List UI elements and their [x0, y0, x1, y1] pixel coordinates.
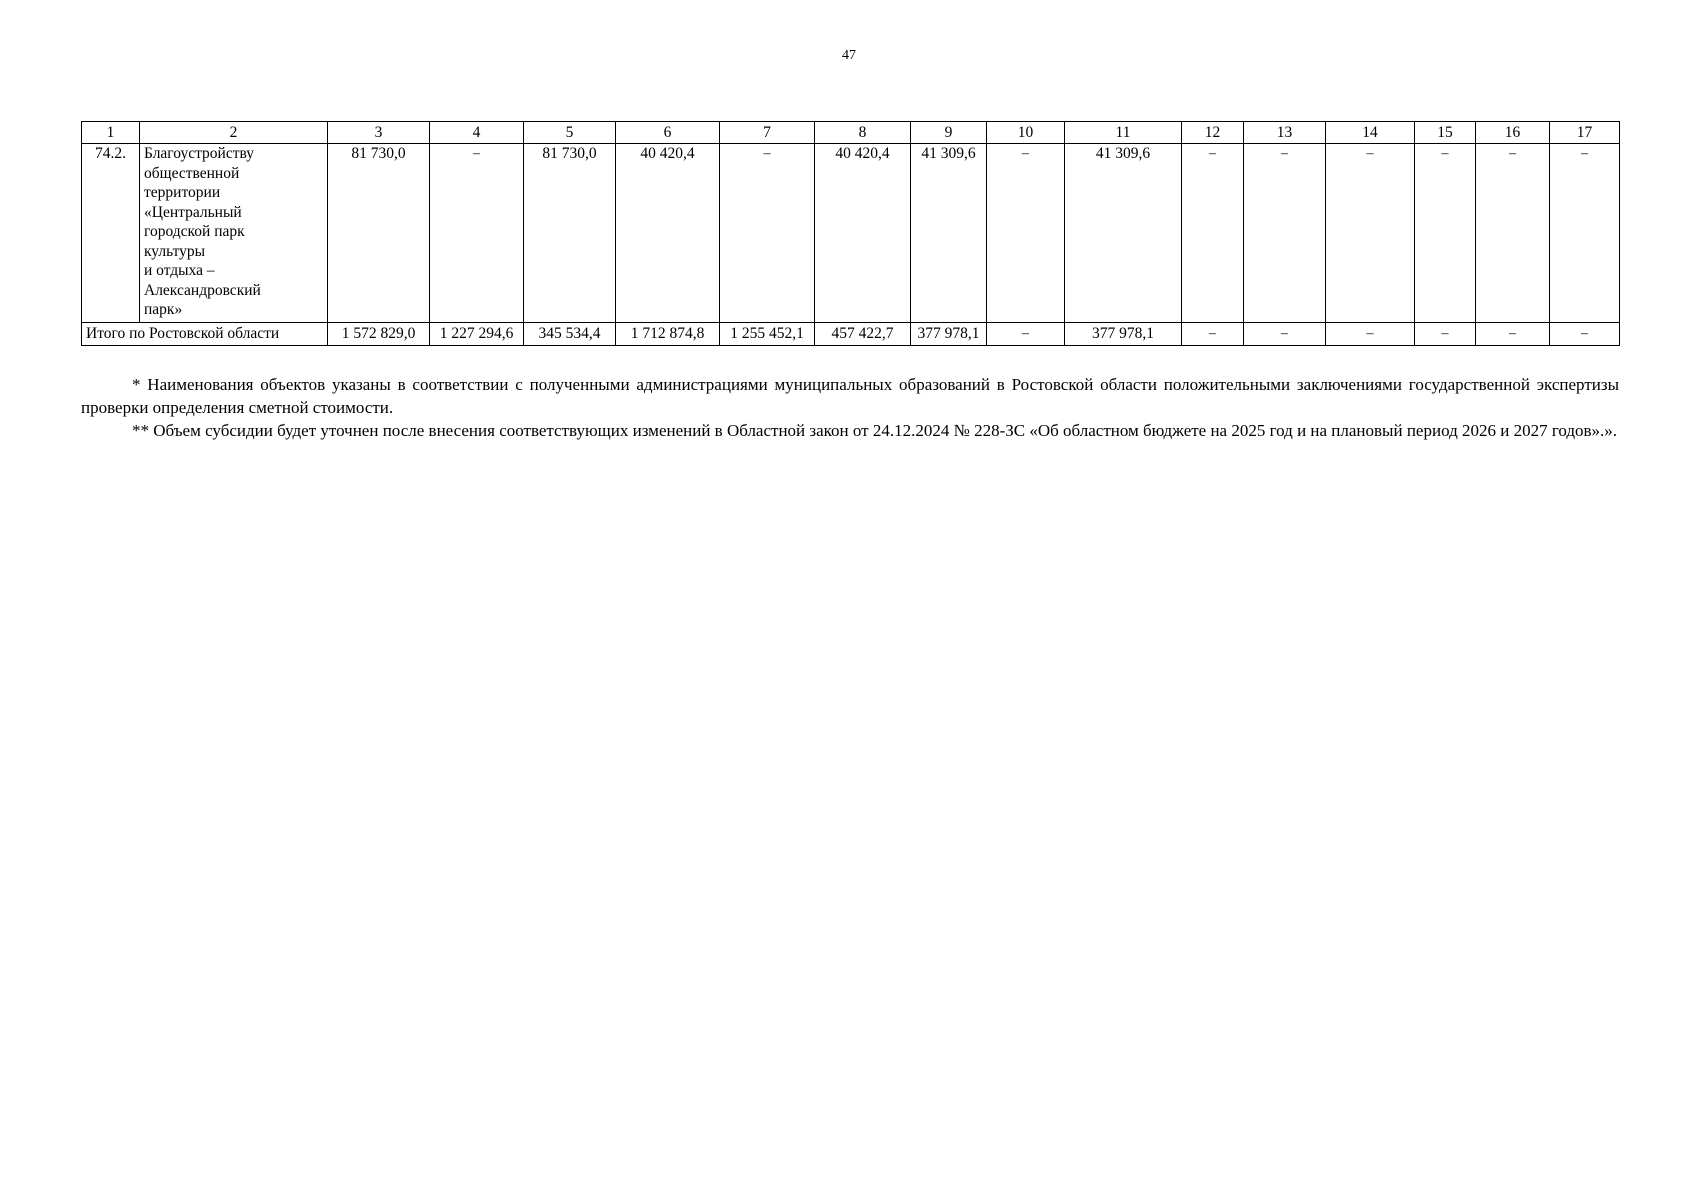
column-header: 13: [1244, 122, 1326, 144]
value-cell: 81 730,0: [524, 144, 616, 323]
object-name-line: городской парк: [144, 223, 245, 240]
total-value-cell: 1 572 829,0: [328, 323, 430, 346]
column-header: 3: [328, 122, 430, 144]
object-name-line: Благоустройству: [144, 145, 255, 162]
column-header: 10: [987, 122, 1065, 144]
total-value-cell: –: [1244, 323, 1326, 346]
object-name-line: и отдыха –: [144, 262, 215, 279]
footnote-1: * Наименования объектов указаны в соответствии с полученными администрациями муниципальных образований в Ростовской области положительными заключениями государственной экспертизы проверки определения сметной стоимости.: [81, 375, 1619, 417]
value-cell: –: [430, 144, 524, 323]
column-header: 8: [815, 122, 911, 144]
column-header: 6: [616, 122, 720, 144]
object-name-line: общественной: [144, 164, 240, 182]
column-header: 11: [1065, 122, 1182, 144]
value-cell: –: [1550, 144, 1620, 323]
value-cell: –: [1326, 144, 1415, 323]
column-header: 14: [1326, 122, 1415, 144]
object-name: [140, 144, 328, 323]
value-cell: 40 420,4: [815, 144, 911, 323]
value-cell: 81 730,0: [328, 144, 430, 323]
total-value-cell: 457 422,7: [815, 323, 911, 346]
footnotes: [81, 373, 1619, 442]
table-header-row: [82, 122, 1620, 144]
column-header: 1: [82, 122, 140, 144]
total-value-cell: –: [987, 323, 1065, 346]
object-name-line: территории: [144, 184, 221, 201]
total-value-cell: 1 227 294,6: [430, 323, 524, 346]
value-cell: –: [1476, 144, 1550, 323]
value-cell: 41 309,6: [1065, 144, 1182, 323]
column-header: 15: [1415, 122, 1476, 144]
footnote-2: ** Объем субсидии будет уточнен после внесения соответствующих изменений в Областной закон от 24.12.2024 № 228-ЗС «Об областном бюджете на 2025 год и на плановый период 2026 и 2027 годов».».: [132, 421, 1618, 440]
total-value-cell: –: [1476, 323, 1550, 346]
column-header: 16: [1476, 122, 1550, 144]
column-header: 17: [1550, 122, 1620, 144]
total-value-cell: –: [1415, 323, 1476, 346]
object-name-line: «Центральный: [144, 203, 242, 221]
value-cell: –: [1182, 144, 1244, 323]
total-value-cell: –: [1326, 323, 1415, 346]
total-value-cell: –: [1182, 323, 1244, 346]
table-row-74-2: [82, 144, 1620, 323]
object-name-line: парк»: [144, 301, 183, 318]
column-header: 9: [911, 122, 987, 144]
column-header: 4: [430, 122, 524, 144]
budget-table: [81, 121, 1620, 346]
column-header: 5: [524, 122, 616, 144]
total-label: Итого по Ростовской области: [82, 323, 328, 346]
object-name-line: культуры: [144, 242, 206, 260]
value-cell: –: [1415, 144, 1476, 323]
total-value-cell: 345 534,4: [524, 323, 616, 346]
total-value-cell: 377 978,1: [1065, 323, 1182, 346]
value-cell: 41 309,6: [911, 144, 987, 323]
object-name-line: Александровский: [144, 281, 261, 299]
row-number: 74.2.: [82, 144, 140, 323]
value-cell: –: [720, 144, 815, 323]
page-number: 47: [842, 48, 856, 63]
column-header: 2: [140, 122, 328, 144]
column-header: 7: [720, 122, 815, 144]
total-value-cell: 1 255 452,1: [720, 323, 815, 346]
total-value-cell: 377 978,1: [911, 323, 987, 346]
table-total-row: [82, 323, 1620, 346]
total-value-cell: 1 712 874,8: [616, 323, 720, 346]
column-header: 12: [1182, 122, 1244, 144]
value-cell: 40 420,4: [616, 144, 720, 323]
total-value-cell: –: [1550, 323, 1620, 346]
value-cell: –: [1244, 144, 1326, 323]
value-cell: –: [987, 144, 1065, 323]
